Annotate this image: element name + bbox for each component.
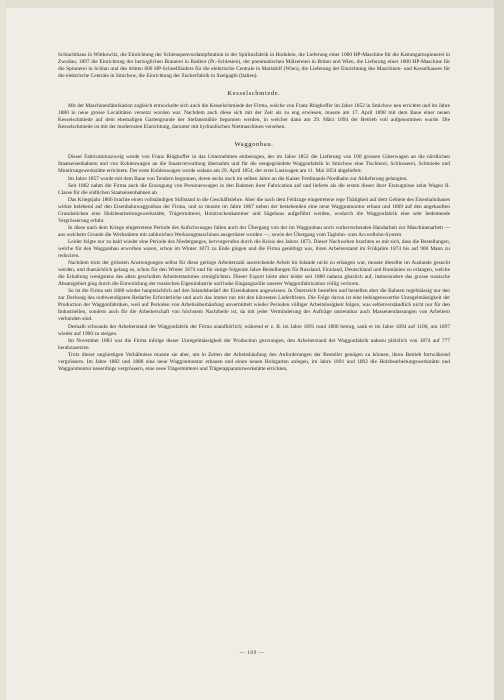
waggonbau-paragraph: Im November 1883 war die Firma infolge dieser Unregelmässigkeit der Production gezwungen, den Arbeiterstand der Waggonfabrik nahezu plötzlich von 1874 auf 777 herabzusetzen.	[58, 337, 450, 351]
waggonbau-paragraph: Leider folgte nur zu bald wieder eine Periode des Niederganges, hervorgerufen durch die Krisis des Jahres 1873. Dieser Nachwehen brachten es mit sich, dass die Bestellungen, welche für den Waggonbau erworben waren, schon im Winter 1873 zu Ende gingen und die Firma genöthigt war, ihren Arbeiterstand im Frühjahre 1874 bis auf 900 Mann zu reduciren.	[58, 238, 450, 260]
section-heading-waggonbau: Waggonbau.	[234, 141, 274, 149]
waggonbau-paragraph: Nachdem trotz der grössten Anstrengungen selbst für diese geringe Arbeiterzahl ausreichende Arbeit im Inlande nicht zu erlangen war, musste dieselbe im Auslande gesucht werden, und thatsächlich gelang es, schon für den Winter 1874 und für einige folgende Jahre Bestellungen für Russland, Finnland, Deutschland und Rumänien zu erlangen, welche die Erhaltung wenigstens des alten geschulten Arbeiterstammes ermöglichten. Dieser Export hörte aber leider seit 1880 nahezu gänzlich auf, insbesondere das grosse russische Absatzgebiet ging durch die Entwicklung der russischen Eigenindustrie und hohe Eingangszölle unserer Waggonfabrication völlig verloren.	[58, 260, 450, 288]
waggonbau-paragraph: In diese nach dem Kriege eingetretene Periode des Aufschwunges fallen auch der Übergang von der im Waggonbau noch vorherrschenden Handarbeit zur Maschinenarbeit — aus welchem Grunde die Werkstätten mit zahlreichen Werkzeugmaschinen ausgerüstet wurden —, sowie der Übergang vom Taglohn- zum Accordlohn-System.	[58, 224, 450, 238]
waggonbau-paragraph: Das Kriegsjahr 1866 brachte einen vollständigen Stillstand in die Geschäftslehre. Aber die nach dem Feldzuge eingetretene rege Thätigkeit auf dem Gebiete des Eisenbahnbaues wirkte belebend auf den Eisenbahnwaggonbau der Firma, und so musste im Jahre 1867 neben der bestehenden eine neue Waggonmontur erbaut und 1869 auf den angekauften Grundstücken eine Holzbearbeitungswerkstätte, Trägermitterei, Holztrockenkammer und Sägehaus aufgeführt werden, wodurch die Waggonfabrik eine sehr bedeutende Vergrösserung erfuhr.	[58, 196, 450, 224]
spacer	[58, 131, 450, 141]
waggonbau-paragraph: Seit 1862 nahm die Firma auch die Erzeugung von Personenwagen in den Rahmen ihrer Fabrication auf und lieferte als die ersten dieser ihrer Erzeugnisse zehn Wagen II. Classe für die südlichen Staatseisenbahnen ab.	[58, 182, 450, 196]
spacer	[58, 80, 450, 90]
kesselschmiede-paragraph: Mit der Maschinenfabrikation zugleich entwickelte sich auch die Kesselschmiede der Firma, welche von Franz Ringhoffer im Jahre 1852 in Smichow neu errichtet und im Jahre 1880 in neue grosse Localitäten versetzt worden war. Nachdem auch diese sich mit der Zeit als zu eng erwiesen, musste am 17. April 1898 mit dem Baue einer neuen Kesselschmiede auf dem ehemaligen Gartengrunde der Stefansmühle begonnen werden, in welcher dann am 29. März 1894 der Betrieb voll aufgenommen wurde. Die Kesselschmiede ist mit der modernsten Einrichtung, darunter mit hydraulischen Nietmaschinen versehen.	[58, 103, 450, 131]
page-number: — 109 —	[239, 650, 265, 656]
waggonbau-paragraph: Trotz dieser ungünstigen Verhältnisse musste sie aber, um in Zeiten der Arbeitshäufung den Anforderungen der Besteller genügen zu können, ihren Betrieb fortwährend vergrössern. Im Jahre 1882 und 1888 eine neue Waggonmontur erbauen und einen neuen Holzgarten anlegen, im Jahre 1891 und 1892 die Holzbearbeitungswerkstätte und Waggonmontur neuerdings vergrössern, eine neue Trägermitterei und Trägerapparaturwerkstätte errichten,	[58, 351, 450, 372]
intro-paragraph: Schlachthaus in Wittkowitz, die Einrichtung der Schleuspenvordampfstation in der Spiritusfabrik in Hodolein, die Lieferung einer 1000 HP-Maschine für die Kammgarnspinnerei in Zwodau; 1897 die Einrichtung der herzoglichen Brauerei in Ratibor (Pr.-Schlesien), der pneumatischen Mälzereien in Brünn und Wien, die Lieferung einer 1000 HP-Maschine für die Spinnerei in Schlan und des dritten 600 HP-Schnellläufers für die elektrische Centrale in Mariahilf (Wien), die Lieferung der Einrichtung des Maschinen- und Kesselhauses für die elektrische Centrale in Smichow, die Einrichtung der Zuckerfabrik in Szeigaghi (Italien).	[58, 52, 450, 80]
waggonbau-paragraph: Im Jahre 1857 wurde mit dem Baue von Tendern begonnen, deren sechs noch im selben Jahre an die Kaiser Ferdinands-Nordbahn zur Ablieferung gelangten.	[68, 175, 408, 182]
page-edge-top	[0, 0, 504, 8]
waggonbau-paragraph: Deshalb schwankt der Arbeiterstand der Waggonfabrik der Firma unaufhörlich; während er z. B. im Jahre 1891 rund 1800 betrug, sank er im Jahre 1894 auf 1100, um 1897 wieder auf 1900 zu steigen.	[58, 323, 450, 337]
waggonbau-paragraph: So ist die Firma seit 1880 wieder hauptsächlich auf den Inlandsbedarf der Eisenbahnen angewiesen. In Österreich bestellen und bestellen aber die Bahnen regelmässig nur den zur Deckung des nothwendigsten Bedarfes Erforderliche und auch das immer nur mit den kürzesten Lieferfristen. Die Folge davon ist eine beklagenswerthe Unregelmässigkeit der Production der Waggonfabriken, weil auf Perioden von Arbeitsüberhäufung unvermittelt wieder Perioden völliger Arbeitslosigkeit folgen, was selbstverständlich nicht nur für den Industriellen, sondern auch für die Arbeiterschaft von höchstem Nachtheile ist, da mit jeder Verminderung der Aufträge untrennbar auch Massenentlassungen von Arbeitern verbunden sind.	[58, 288, 450, 323]
text-body	[58, 52, 450, 373]
section-heading-kesselschmiede: Kesselschmiede.	[227, 90, 281, 98]
page-edge-left	[0, 0, 6, 700]
page-edge-right	[494, 0, 504, 700]
waggonbau-paragraph: Dieser Fabricationszweig wurde von Franz Ringhoffer in das Unternehmen einbezogen, der im Jahre 1852 die Lieferung von 100 grossen Güterwagen an die nördlichen Staatseisenbahnen und von Kohlenwagen an die Staatsverwaltung übernahm und für die neugegründete Waggonfabrik in Smichow eine Tischlerei, Schlosserei, Schmiede und Montirungswerkstätte errichtete. Der erste Kohlenwagen wurde sodann am 20. April 1854, der erste Lastwagen am 11. Mai 1854 abgeliefert.	[58, 154, 450, 175]
